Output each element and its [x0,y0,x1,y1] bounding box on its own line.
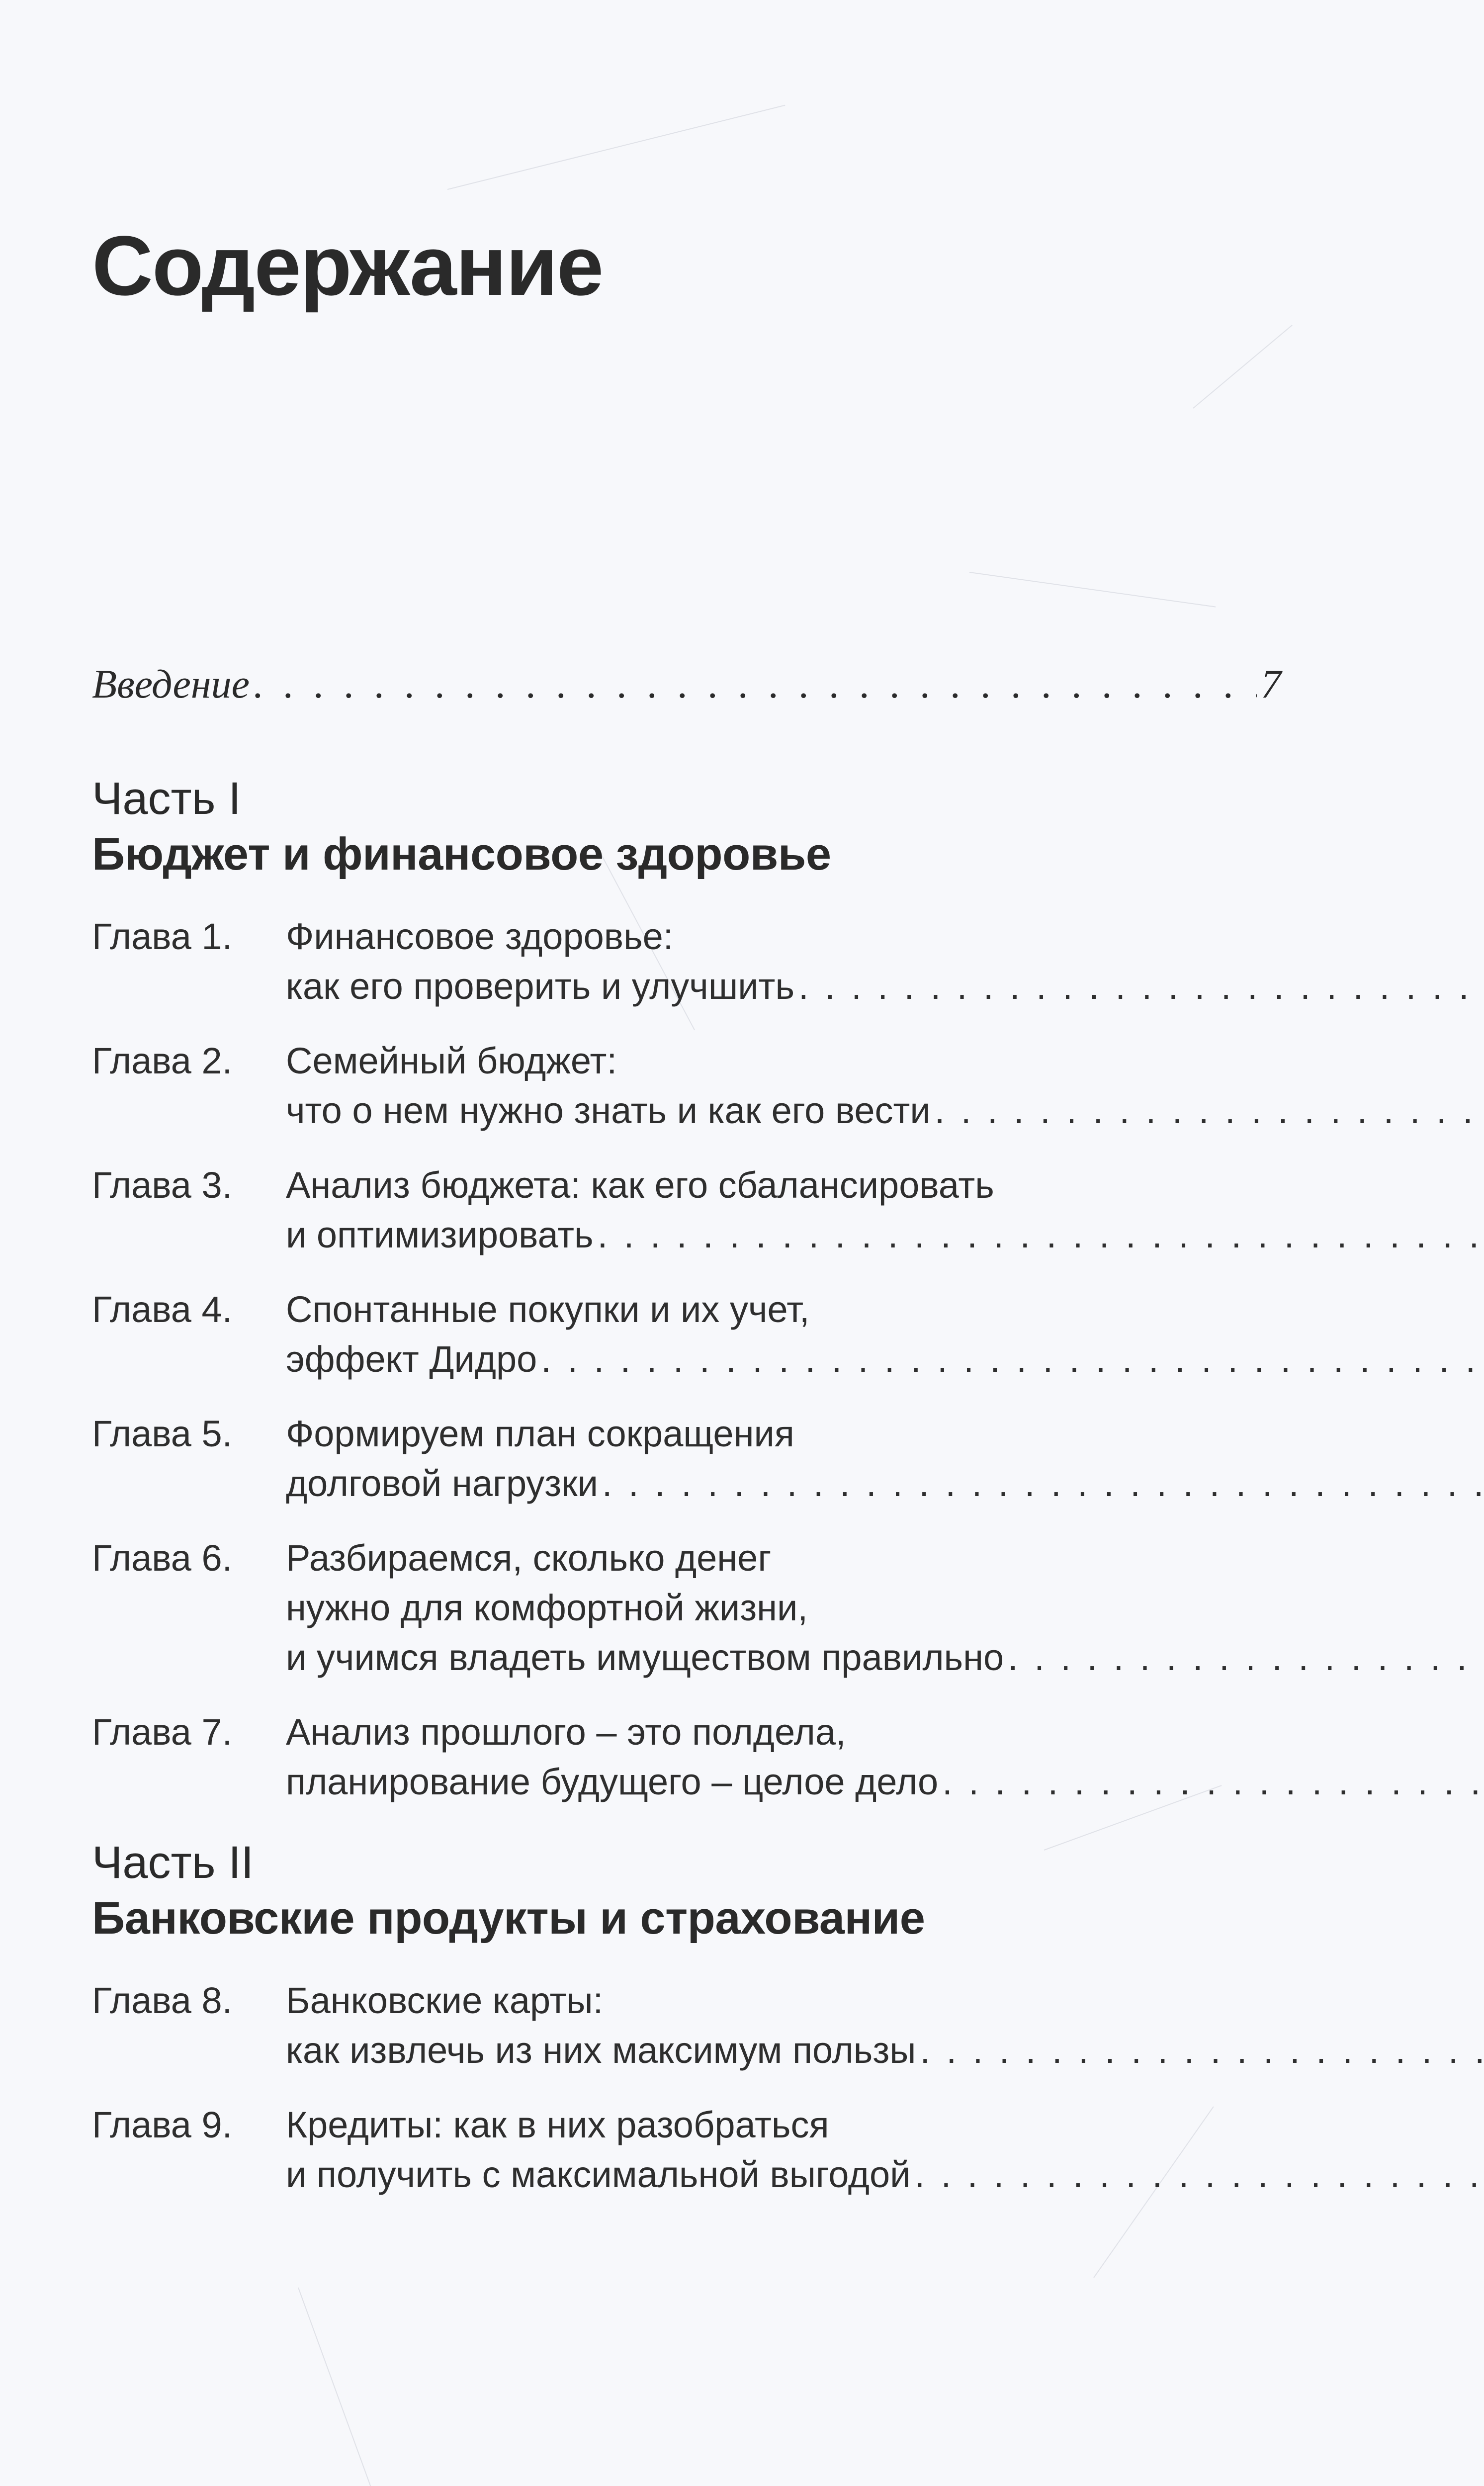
paper-fiber [969,572,1216,608]
chapter-label: Глава 2. [92,1040,233,1081]
chapter-label: Глава 7. [92,1711,233,1753]
paper-fiber [1193,325,1292,409]
dot-leader [254,664,1257,705]
chapter-list [92,912,1281,1807]
chapter-title-line: как его проверить и улучшить [286,966,794,1007]
chapter-title-line: Финансовое здоровье: [286,916,674,957]
dot-leader [914,2150,1484,2200]
chapter-label: Глава 8. [92,1980,233,2021]
chapter-title-line: Семейный бюджет: [286,1040,617,1081]
toc-entry-chapter-8[interactable] [92,1976,1281,2075]
page-number: 7 [1261,661,1281,707]
part-title: Бюджет и финансовое здоровье [92,829,831,880]
chapter-label: Глава 9. [92,2104,233,2145]
chapter-label: Глава 4. [92,1289,233,1330]
part-title: Банковские продукты и страхование [92,1893,925,1944]
chapter-title-line: Кредиты: как в них разобраться [286,2104,829,2145]
chapter-list [92,1976,1281,2200]
dot-leader [798,962,1484,1011]
chapter-title-line: Разбираемся, сколько денег [286,1537,772,1579]
chapter-label: Глава 1. [92,916,233,957]
chapter-title-line: Анализ бюджета: как его сбалансировать [286,1164,994,1206]
intro-label: Введение [92,661,250,707]
paper-fiber [298,2288,384,2486]
dot-leader [942,1757,1484,1807]
chapter-title-line: Формируем план сокращения [286,1413,794,1454]
toc-entry-chapter-3[interactable] [92,1160,1281,1260]
chapter-title-line: долговой нагрузки [286,1463,598,1504]
part-label: Часть I [92,773,241,824]
toc-entry-chapter-4[interactable] [92,1285,1281,1384]
toc-entry-intro[interactable] [92,661,1281,707]
dot-leader [541,1334,1484,1384]
chapter-title-line: и получить с максимальной выгодой [286,2154,911,2195]
chapter-label: Глава 6. [92,1537,233,1579]
chapter-title-line: Спонтанные покупки и их учет, [286,1289,810,1330]
chapter-title-line: и оптимизировать [286,1214,594,1255]
paper-fiber [447,105,786,190]
dot-leader [1008,1633,1484,1683]
toc-entry-chapter-2[interactable] [92,1036,1281,1136]
part-label: Часть II [92,1837,254,1888]
chapter-title-line: Анализ прошлого – это полдела, [286,1711,846,1753]
chapter-title-line: Банковские карты: [286,1980,604,2021]
toc-entry-chapter-6[interactable] [92,1533,1281,1683]
chapter-title-line: что о нем нужно знать и как его вести [286,1090,931,1131]
toc-entry-chapter-9[interactable] [92,2100,1281,2200]
dot-leader [920,2026,1484,2075]
chapter-title-line: как извлечь из них максимум пользы [286,2030,916,2071]
dot-leader [598,1210,1484,1260]
chapter-label: Глава 3. [92,1164,233,1206]
chapter-label: Глава 5. [92,1413,233,1454]
chapter-title-line: и учимся владеть имуществом правильно [286,1637,1004,1678]
part-2 [92,1837,1281,2224]
toc-entry-chapter-5[interactable] [92,1409,1281,1509]
chapter-title-line: планирование будущего – целое дело [286,1761,939,1802]
dot-leader [602,1459,1484,1509]
dot-leader [935,1086,1484,1136]
part-1 [92,773,1281,1832]
chapter-title-line: нужно для комфортной жизни, [286,1587,808,1628]
chapter-title-line: эффект Дидро [286,1338,537,1380]
toc-entry-chapter-7[interactable] [92,1707,1281,1807]
page-title: Содержание [92,219,603,313]
toc-entry-chapter-1[interactable] [92,912,1281,1011]
